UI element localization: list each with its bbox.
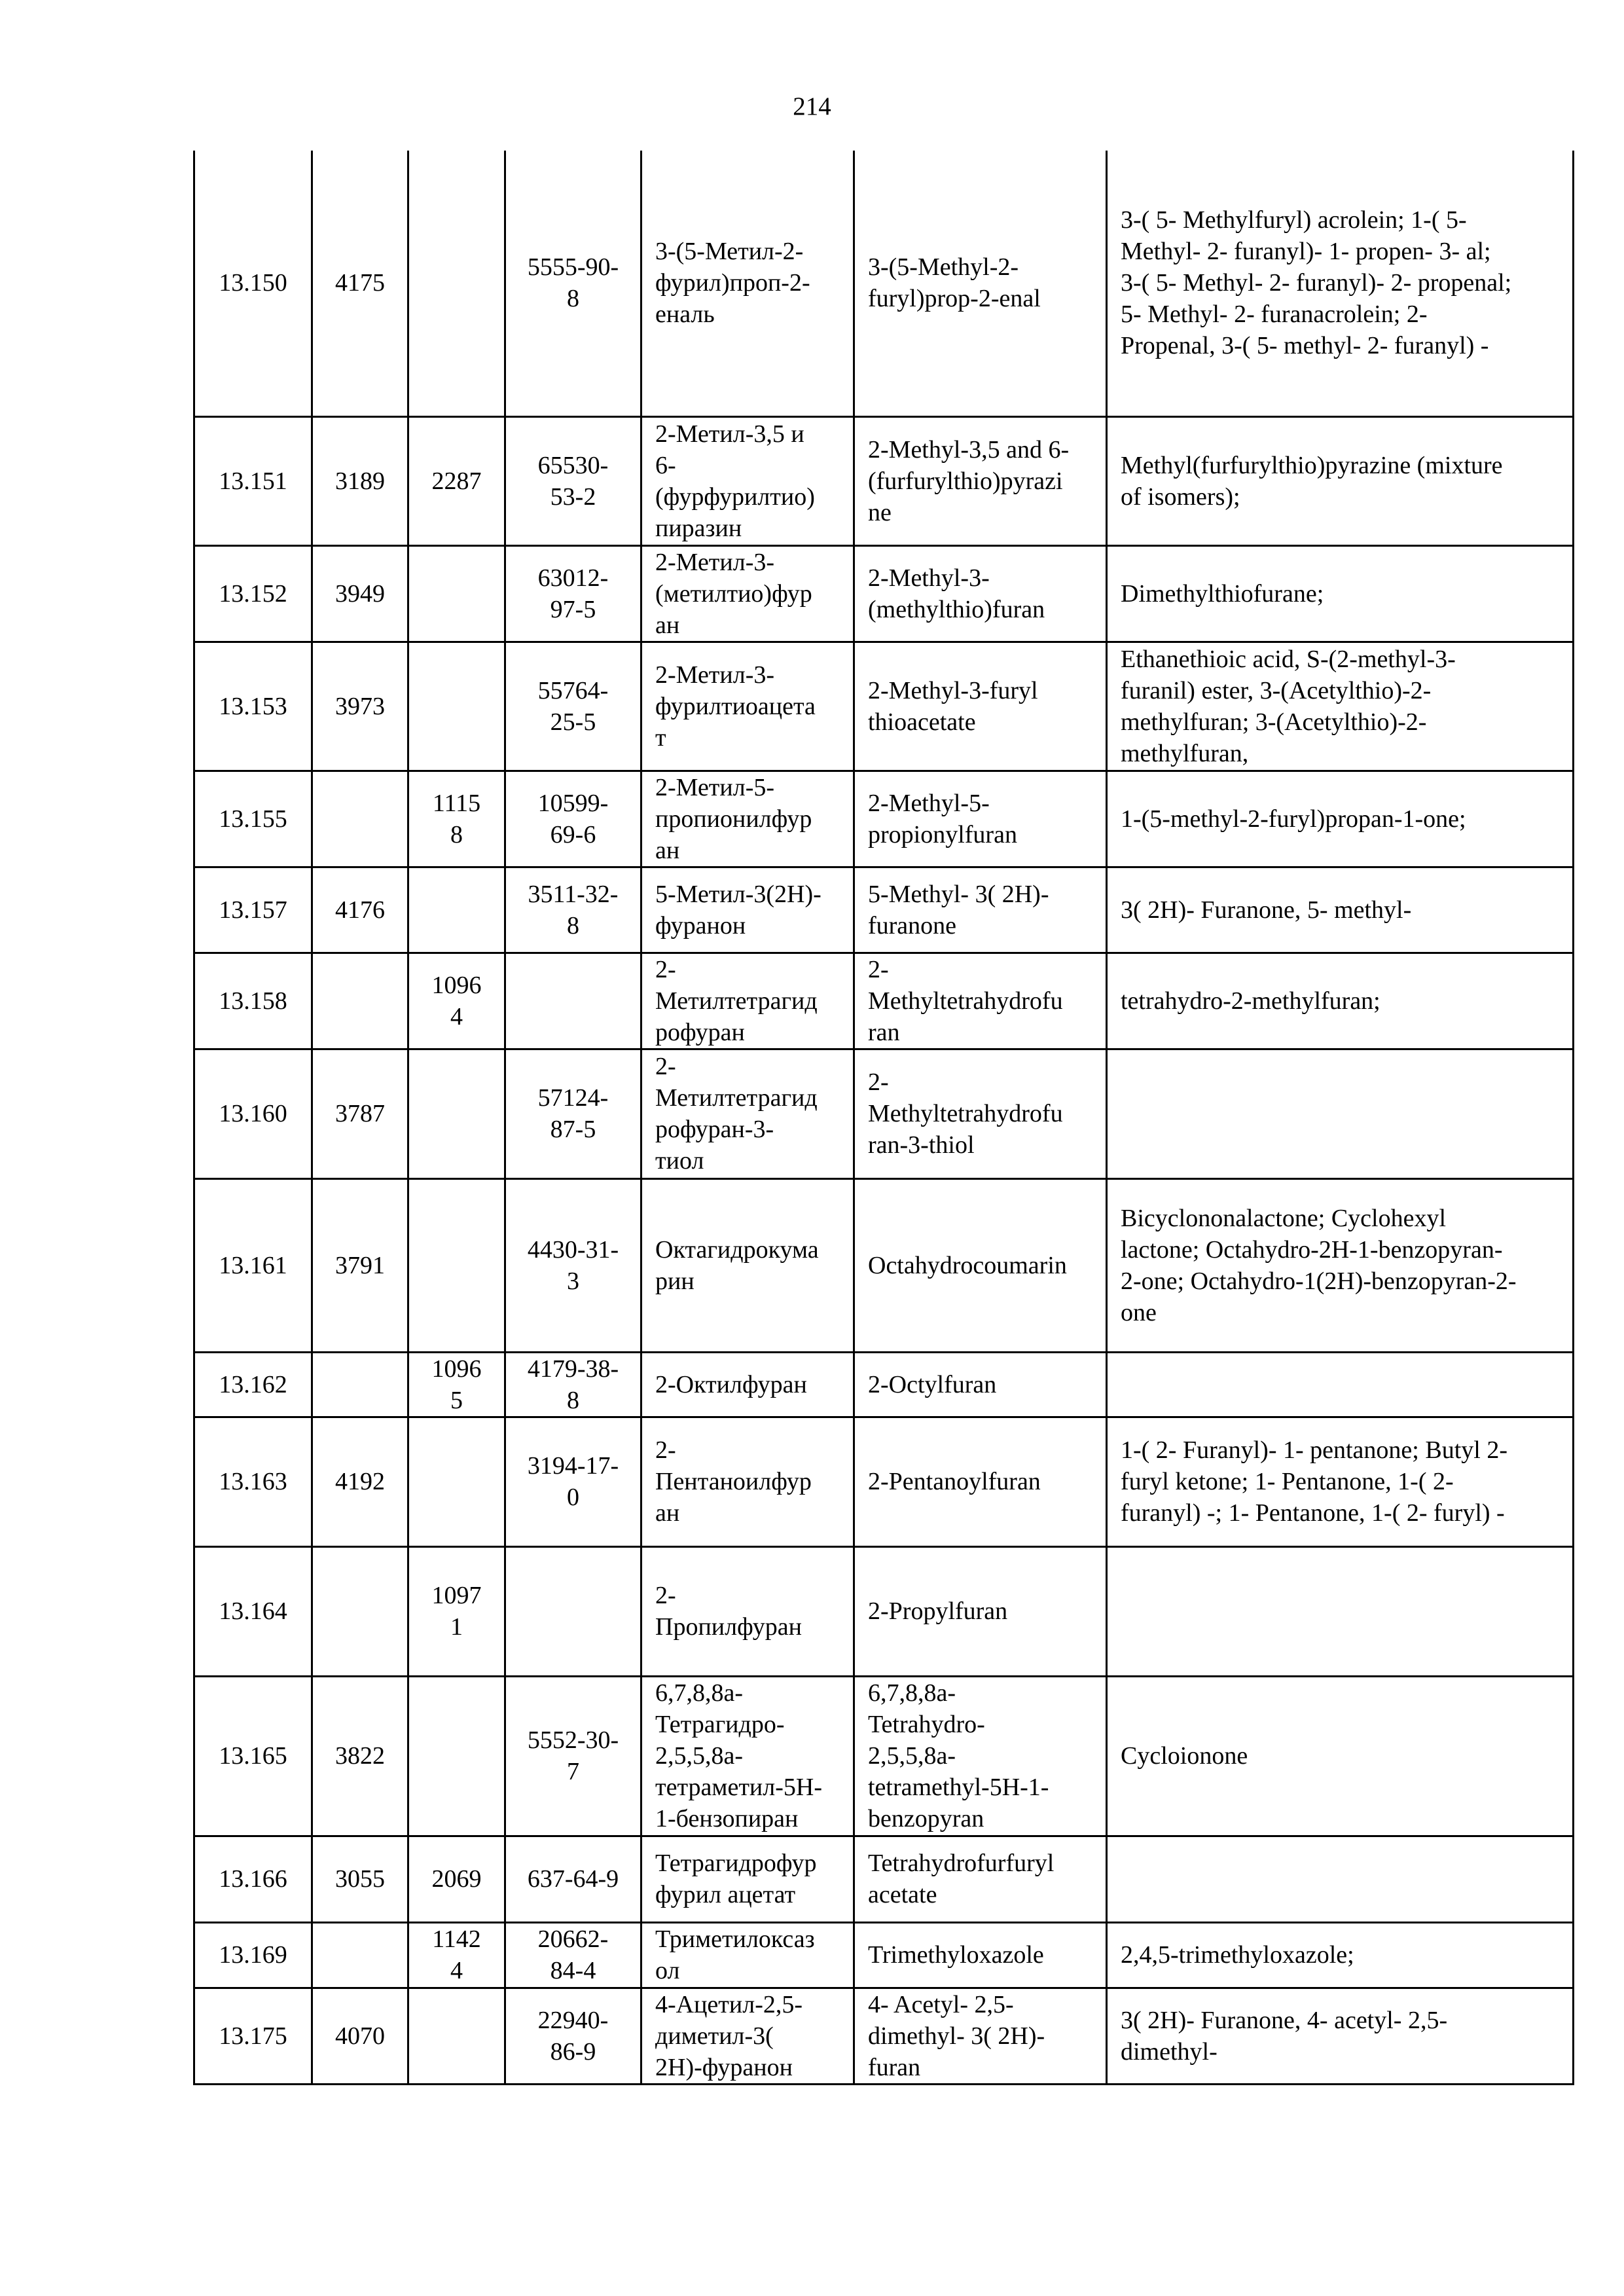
cell-name-ru: Триметилоксаз ол (641, 1922, 854, 1988)
cell-name-en: 2-Octylfuran (854, 1352, 1107, 1417)
compound-table (193, 151, 1574, 2085)
table-row (194, 1546, 1574, 1676)
cell-number: 13.169 (194, 1922, 312, 1988)
cell-cas: 3194-17- 0 (505, 1417, 641, 1546)
cell-name-ru: 2-Метил-3- (метилтио)фур ан (641, 545, 854, 642)
cell-fema (312, 953, 408, 1049)
cell-coe (408, 151, 505, 416)
cell-name-ru: 2- Пропилфуран (641, 1546, 854, 1676)
cell-fema: 3791 (312, 1178, 408, 1352)
table-row (194, 545, 1574, 642)
cell-cas (505, 953, 641, 1049)
table-row (194, 1988, 1574, 2084)
cell-synonyms: 1-( 2- Furanyl)- 1- pentanone; Butyl 2- furyl ketone; 1- Pentanone, 1-( 2- furanyl) -; 1- Pentanone, 1-( 2- furyl) - (1107, 1417, 1574, 1546)
cell-cas: 63012- 97-5 (505, 545, 641, 642)
cell-synonyms: Bicyclononalactone; Cyclohexyl lactone; Octahydro-2H-1-benzopyran- 2-one; Octahydro-1(2H)-benzopyran-2- one (1107, 1178, 1574, 1352)
cell-name-en: 4- Acetyl- 2,5- dimethyl- 3( 2H)- furan (854, 1988, 1107, 2084)
cell-number: 13.152 (194, 545, 312, 642)
cell-name-en: 2-Methyl-3,5 and 6- (furfurylthio)pyrazi ne (854, 416, 1107, 545)
cell-synonyms: Dimethylthiofurane; (1107, 545, 1574, 642)
cell-cas: 65530- 53-2 (505, 416, 641, 545)
cell-coe: 1096 4 (408, 953, 505, 1049)
cell-fema: 4175 (312, 151, 408, 416)
cell-fema (312, 1352, 408, 1417)
cell-fema: 3787 (312, 1049, 408, 1178)
cell-fema: 3973 (312, 642, 408, 771)
table-row (194, 1178, 1574, 1352)
cell-cas: 637-64-9 (505, 1836, 641, 1922)
cell-cas: 3511-32- 8 (505, 867, 641, 953)
cell-coe: 1115 8 (408, 771, 505, 867)
cell-coe: 2069 (408, 1836, 505, 1922)
cell-fema: 3189 (312, 416, 408, 545)
cell-coe: 1096 5 (408, 1352, 505, 1417)
cell-number: 13.150 (194, 151, 312, 416)
cell-coe: 1097 1 (408, 1546, 505, 1676)
cell-cas: 57124- 87-5 (505, 1049, 641, 1178)
cell-number: 13.165 (194, 1676, 312, 1836)
cell-cas: 55764- 25-5 (505, 642, 641, 771)
table-row (194, 1922, 1574, 1988)
cell-name-en: 5-Methyl- 3( 2H)- furanone (854, 867, 1107, 953)
cell-name-ru: 2-Октилфуран (641, 1352, 854, 1417)
cell-fema (312, 1922, 408, 1988)
cell-name-en: 2-Pentanoylfuran (854, 1417, 1107, 1546)
cell-name-en: 2- Methyltetrahydrofu ran-3-thiol (854, 1049, 1107, 1178)
cell-number: 13.151 (194, 416, 312, 545)
cell-coe (408, 1676, 505, 1836)
cell-synonyms: 3-( 5- Methylfuryl) acrolein; 1-( 5- Methyl- 2- furanyl)- 1- propen- 3- al; 3-( 5- Methyl- 2- furanyl)- 2- propenal; 5- Methyl- 2- furanacrolein; 2- Propenal, 3-( 5- methyl- 2- furanyl) - (1107, 151, 1574, 416)
cell-number: 13.164 (194, 1546, 312, 1676)
cell-coe (408, 1988, 505, 2084)
cell-cas: 10599- 69-6 (505, 771, 641, 867)
cell-cas: 20662- 84-4 (505, 1922, 641, 1988)
cell-coe (408, 642, 505, 771)
cell-number: 13.158 (194, 953, 312, 1049)
cell-number: 13.157 (194, 867, 312, 953)
cell-fema: 3949 (312, 545, 408, 642)
cell-number: 13.163 (194, 1417, 312, 1546)
cell-coe (408, 867, 505, 953)
cell-name-en: Tetrahydrofurfuryl acetate (854, 1836, 1107, 1922)
cell-synonyms (1107, 1352, 1574, 1417)
cell-coe: 2287 (408, 416, 505, 545)
table-row (194, 151, 1574, 416)
cell-name-ru: 2-Метил-5- пропионилфур ан (641, 771, 854, 867)
cell-fema: 3822 (312, 1676, 408, 1836)
cell-cas: 5552-30- 7 (505, 1676, 641, 1836)
cell-fema (312, 1546, 408, 1676)
cell-coe (408, 1417, 505, 1546)
cell-fema: 4192 (312, 1417, 408, 1546)
cell-name-ru: Октагидрокума рин (641, 1178, 854, 1352)
cell-cas: 22940- 86-9 (505, 1988, 641, 2084)
table-row (194, 1676, 1574, 1836)
cell-fema: 4176 (312, 867, 408, 953)
cell-synonyms: tetrahydro-2-methylfuran; (1107, 953, 1574, 1049)
cell-name-en: 2-Methyl-3- (methylthio)furan (854, 545, 1107, 642)
cell-name-en: 3-(5-Methyl-2- furyl)prop-2-enal (854, 151, 1107, 416)
table-row (194, 867, 1574, 953)
table-row (194, 416, 1574, 545)
table-row (194, 1049, 1574, 1178)
table-row (194, 953, 1574, 1049)
table-row (194, 771, 1574, 867)
cell-coe (408, 1049, 505, 1178)
cell-number: 13.155 (194, 771, 312, 867)
cell-number: 13.153 (194, 642, 312, 771)
cell-synonyms: Ethanethioic acid, S-(2-methyl-3- furanil) ester, 3-(Acetylthio)-2- methylfuran; 3-(Acetylthio)-2- methylfuran, (1107, 642, 1574, 771)
table-row (194, 1352, 1574, 1417)
cell-fema (312, 771, 408, 867)
cell-name-en: 6,7,8,8a- Tetrahydro- 2,5,5,8a- tetramethyl-5H-1- benzopyran (854, 1676, 1107, 1836)
cell-name-en: 2-Methyl-3-furyl thioacetate (854, 642, 1107, 771)
cell-name-ru: 2-Метил-3- фурилтиоацета т (641, 642, 854, 771)
page-number: 214 (793, 92, 831, 120)
cell-name-en: Trimethyloxazole (854, 1922, 1107, 1988)
cell-name-en: Octahydrocoumarin (854, 1178, 1107, 1352)
cell-name-ru: 3-(5-Метил-2- фурил)проп-2- еналь (641, 151, 854, 416)
cell-synonyms: 3( 2H)- Furanone, 4- acetyl- 2,5- dimethyl- (1107, 1988, 1574, 2084)
cell-synonyms (1107, 1546, 1574, 1676)
cell-name-ru: 6,7,8,8а- Тетрагидро- 2,5,5,8а- тетраметил-5Н- 1-бензопиран (641, 1676, 854, 1836)
cell-cas (505, 1546, 641, 1676)
cell-coe (408, 545, 505, 642)
cell-name-en: 2-Propylfuran (854, 1546, 1107, 1676)
cell-coe: 1142 4 (408, 1922, 505, 1988)
cell-number: 13.162 (194, 1352, 312, 1417)
cell-synonyms (1107, 1836, 1574, 1922)
cell-cas: 4179-38- 8 (505, 1352, 641, 1417)
table-body (194, 151, 1574, 2084)
cell-number: 13.160 (194, 1049, 312, 1178)
cell-name-en: 2-Methyl-5- propionylfuran (854, 771, 1107, 867)
cell-fema: 4070 (312, 1988, 408, 2084)
cell-name-ru: 2-Метил-3,5 и 6- (фурфурилтио) пиразин (641, 416, 854, 545)
cell-coe (408, 1178, 505, 1352)
cell-synonyms: Methyl(furfurylthio)pyrazine (mixture of isomers); (1107, 416, 1574, 545)
cell-synonyms: 3( 2H)- Furanone, 5- methyl- (1107, 867, 1574, 953)
cell-name-en: 2- Methyltetrahydrofu ran (854, 953, 1107, 1049)
cell-name-ru: 4-Ацетил-2,5- диметил-3( 2Н)-фуранон (641, 1988, 854, 2084)
cell-name-ru: 2- Метилтетрагид рофуран-3- тиол (641, 1049, 854, 1178)
cell-fema: 3055 (312, 1836, 408, 1922)
cell-number: 13.166 (194, 1836, 312, 1922)
cell-cas: 4430-31- 3 (505, 1178, 641, 1352)
cell-synonyms: 2,4,5-trimethyloxazole; (1107, 1922, 1574, 1988)
cell-synonyms: Cycloionone (1107, 1676, 1574, 1836)
cell-name-ru: Тетрагидрофур фурил ацетат (641, 1836, 854, 1922)
table-row (194, 1836, 1574, 1922)
cell-cas: 5555-90- 8 (505, 151, 641, 416)
cell-number: 13.175 (194, 1988, 312, 2084)
table-row (194, 1417, 1574, 1546)
cell-synonyms: 1-(5-methyl-2-furyl)propan-1-one; (1107, 771, 1574, 867)
cell-name-ru: 2- Метилтетрагид рофуран (641, 953, 854, 1049)
table-row (194, 642, 1574, 771)
cell-synonyms (1107, 1049, 1574, 1178)
cell-number: 13.161 (194, 1178, 312, 1352)
cell-name-ru: 2- Пентаноилфур ан (641, 1417, 854, 1546)
cell-name-ru: 5-Метил-3(2Н)- фуранон (641, 867, 854, 953)
